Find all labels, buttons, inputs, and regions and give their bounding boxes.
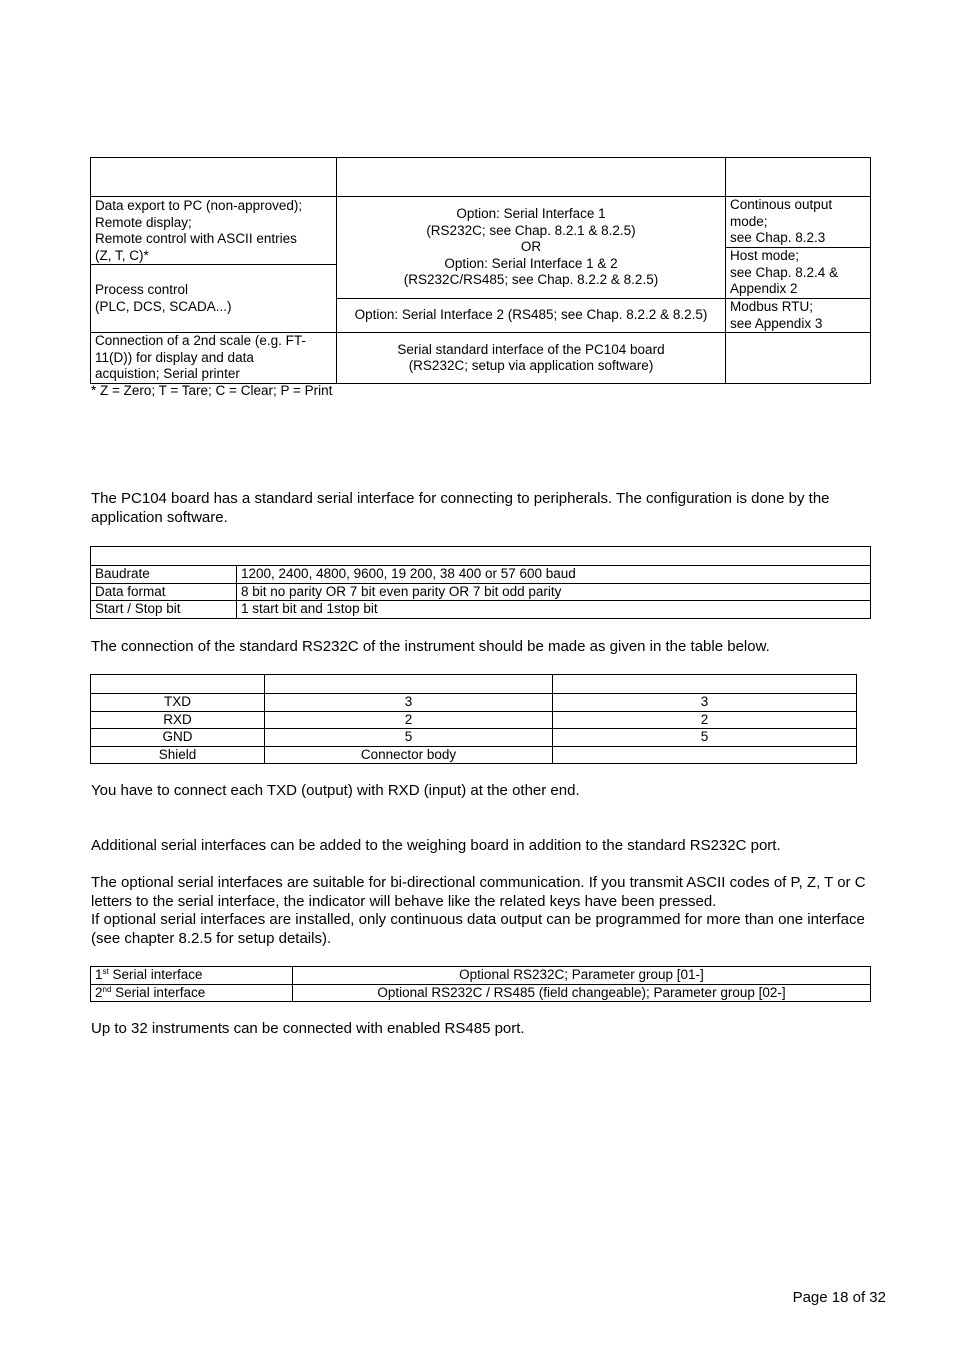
pin-cell: 5: [553, 729, 857, 747]
header-cell: [91, 675, 265, 694]
pin-cell: Connector body: [265, 746, 553, 764]
interface-label: [91, 984, 293, 1002]
option-interface-cell: Option: Serial Interface 1 (RS232C; see Chap. 8.2.1 & 8.2.5) OR Option: Serial Interface 1 & 2 (RS232C/RS485; see Chap. 8.2.2 & 8.2.5): [337, 197, 726, 299]
table-footnote: * Z = Zero; T = Tare; C = Clear; P = Print: [91, 383, 333, 398]
page-number: Page 18 of 32: [792, 1289, 886, 1306]
paragraph: The connection of the standard RS232C of the instrument should be made as given in the table below.: [91, 638, 770, 655]
setting-label: Data format: [91, 583, 237, 601]
table-row: [91, 729, 857, 747]
ordinal-number: 1: [95, 967, 103, 982]
application-cell: Process control (PLC, DCS, SCADA...): [91, 265, 337, 333]
setting-value: 8 bit no parity OR 7 bit even parity OR 7 bit odd parity: [237, 583, 871, 601]
ordinal-suffix: nd: [102, 984, 112, 994]
interface-label-text: Serial interface: [111, 984, 206, 1000]
header-cell: [337, 158, 726, 197]
table-header-row: [91, 675, 857, 694]
paragraph: The optional serial interfaces are suitable for bi-directional communication. If you transmit ASCII codes of P, Z, T or C letters to the serial interface, the indicator will behave like the related keys have been pressed.: [91, 874, 866, 910]
pin-cell: [553, 746, 857, 764]
interface-value: Optional RS232C; Parameter group [01-]: [293, 967, 871, 985]
mode-cell: Continous output mode; see Chap. 8.2.3: [726, 197, 871, 248]
table-row: [91, 711, 857, 729]
pin-cell: 2: [553, 711, 857, 729]
mode-cell: Modbus RTU; see Appendix 3: [726, 299, 871, 333]
signal-cell: GND: [91, 729, 265, 747]
mode-cell: [726, 333, 871, 384]
signal-cell: TXD: [91, 694, 265, 712]
interface-label-text: Serial interface: [108, 967, 203, 982]
table-row: [91, 583, 871, 601]
paragraph: The PC104 board has a standard serial interface for connecting to peripherals. The configuration is done by the application software.: [91, 490, 830, 526]
paragraph: If optional serial interfaces are installed, only continuous data output can be programmed for more than one interface (see chapter 8.2.5 for setup details).: [91, 911, 865, 947]
table-header-row: [91, 547, 871, 566]
application-cell: Connection of a 2nd scale (e.g. FT- 11(D)) for display and data acquistion; Serial printer: [91, 333, 337, 384]
ordinal-suffix: st: [102, 967, 109, 976]
pin-connection-table: [90, 674, 857, 764]
signal-cell: RXD: [91, 711, 265, 729]
serial-settings-table: [90, 546, 871, 619]
signal-cell: Shield: [91, 746, 265, 764]
optional-interfaces-table: [90, 966, 871, 1002]
paragraph: Up to 32 instruments can be connected with enabled RS485 port.: [91, 1020, 525, 1037]
setting-value: 1200, 2400, 4800, 9600, 19 200, 38 400 or 57 600 baud: [237, 566, 871, 584]
header-cell: [265, 675, 553, 694]
ordinal-number: 2: [95, 984, 103, 1000]
interface-overview-table: [90, 157, 871, 384]
option-interface-cell: Option: Serial Interface 2 (RS485; see Chap. 8.2.2 & 8.2.5): [337, 299, 726, 333]
header-cell: [553, 675, 857, 694]
table-row: [91, 694, 857, 712]
pin-cell: 5: [265, 729, 553, 747]
table-row: [91, 197, 871, 248]
interface-label: [91, 967, 293, 985]
interface-value: Optional RS232C / RS485 (field changeable); Parameter group [02-]: [293, 984, 871, 1002]
paragraph: Additional serial interfaces can be added to the weighing board in addition to the standard RS232C port.: [91, 837, 781, 854]
table-header-row: [91, 158, 871, 197]
setting-label: Start / Stop bit: [91, 601, 237, 619]
setting-label: Baudrate: [91, 566, 237, 584]
mode-cell: Host mode; see Chap. 8.2.4 & Appendix 2: [726, 248, 871, 299]
table-row: [91, 967, 871, 985]
table-row: [91, 746, 857, 764]
table-row: [91, 984, 871, 1002]
setting-value: 1 start bit and 1stop bit: [237, 601, 871, 619]
table-row: [91, 566, 871, 584]
header-cell: [726, 158, 871, 197]
pin-cell: 3: [553, 694, 857, 712]
pin-cell: 2: [265, 711, 553, 729]
application-cell: Data export to PC (non-approved); Remote display; Remote control with ASCII entries (Z, T, C)*: [91, 197, 337, 265]
standard-interface-cell: Serial standard interface of the PC104 board (RS232C; setup via application software): [337, 333, 726, 384]
table-row: [91, 601, 871, 619]
table-row: [91, 333, 871, 384]
header-cell: [91, 547, 871, 566]
pin-cell: 3: [265, 694, 553, 712]
header-cell: [91, 158, 337, 197]
paragraph: You have to connect each TXD (output) with RXD (input) at the other end.: [91, 782, 580, 799]
